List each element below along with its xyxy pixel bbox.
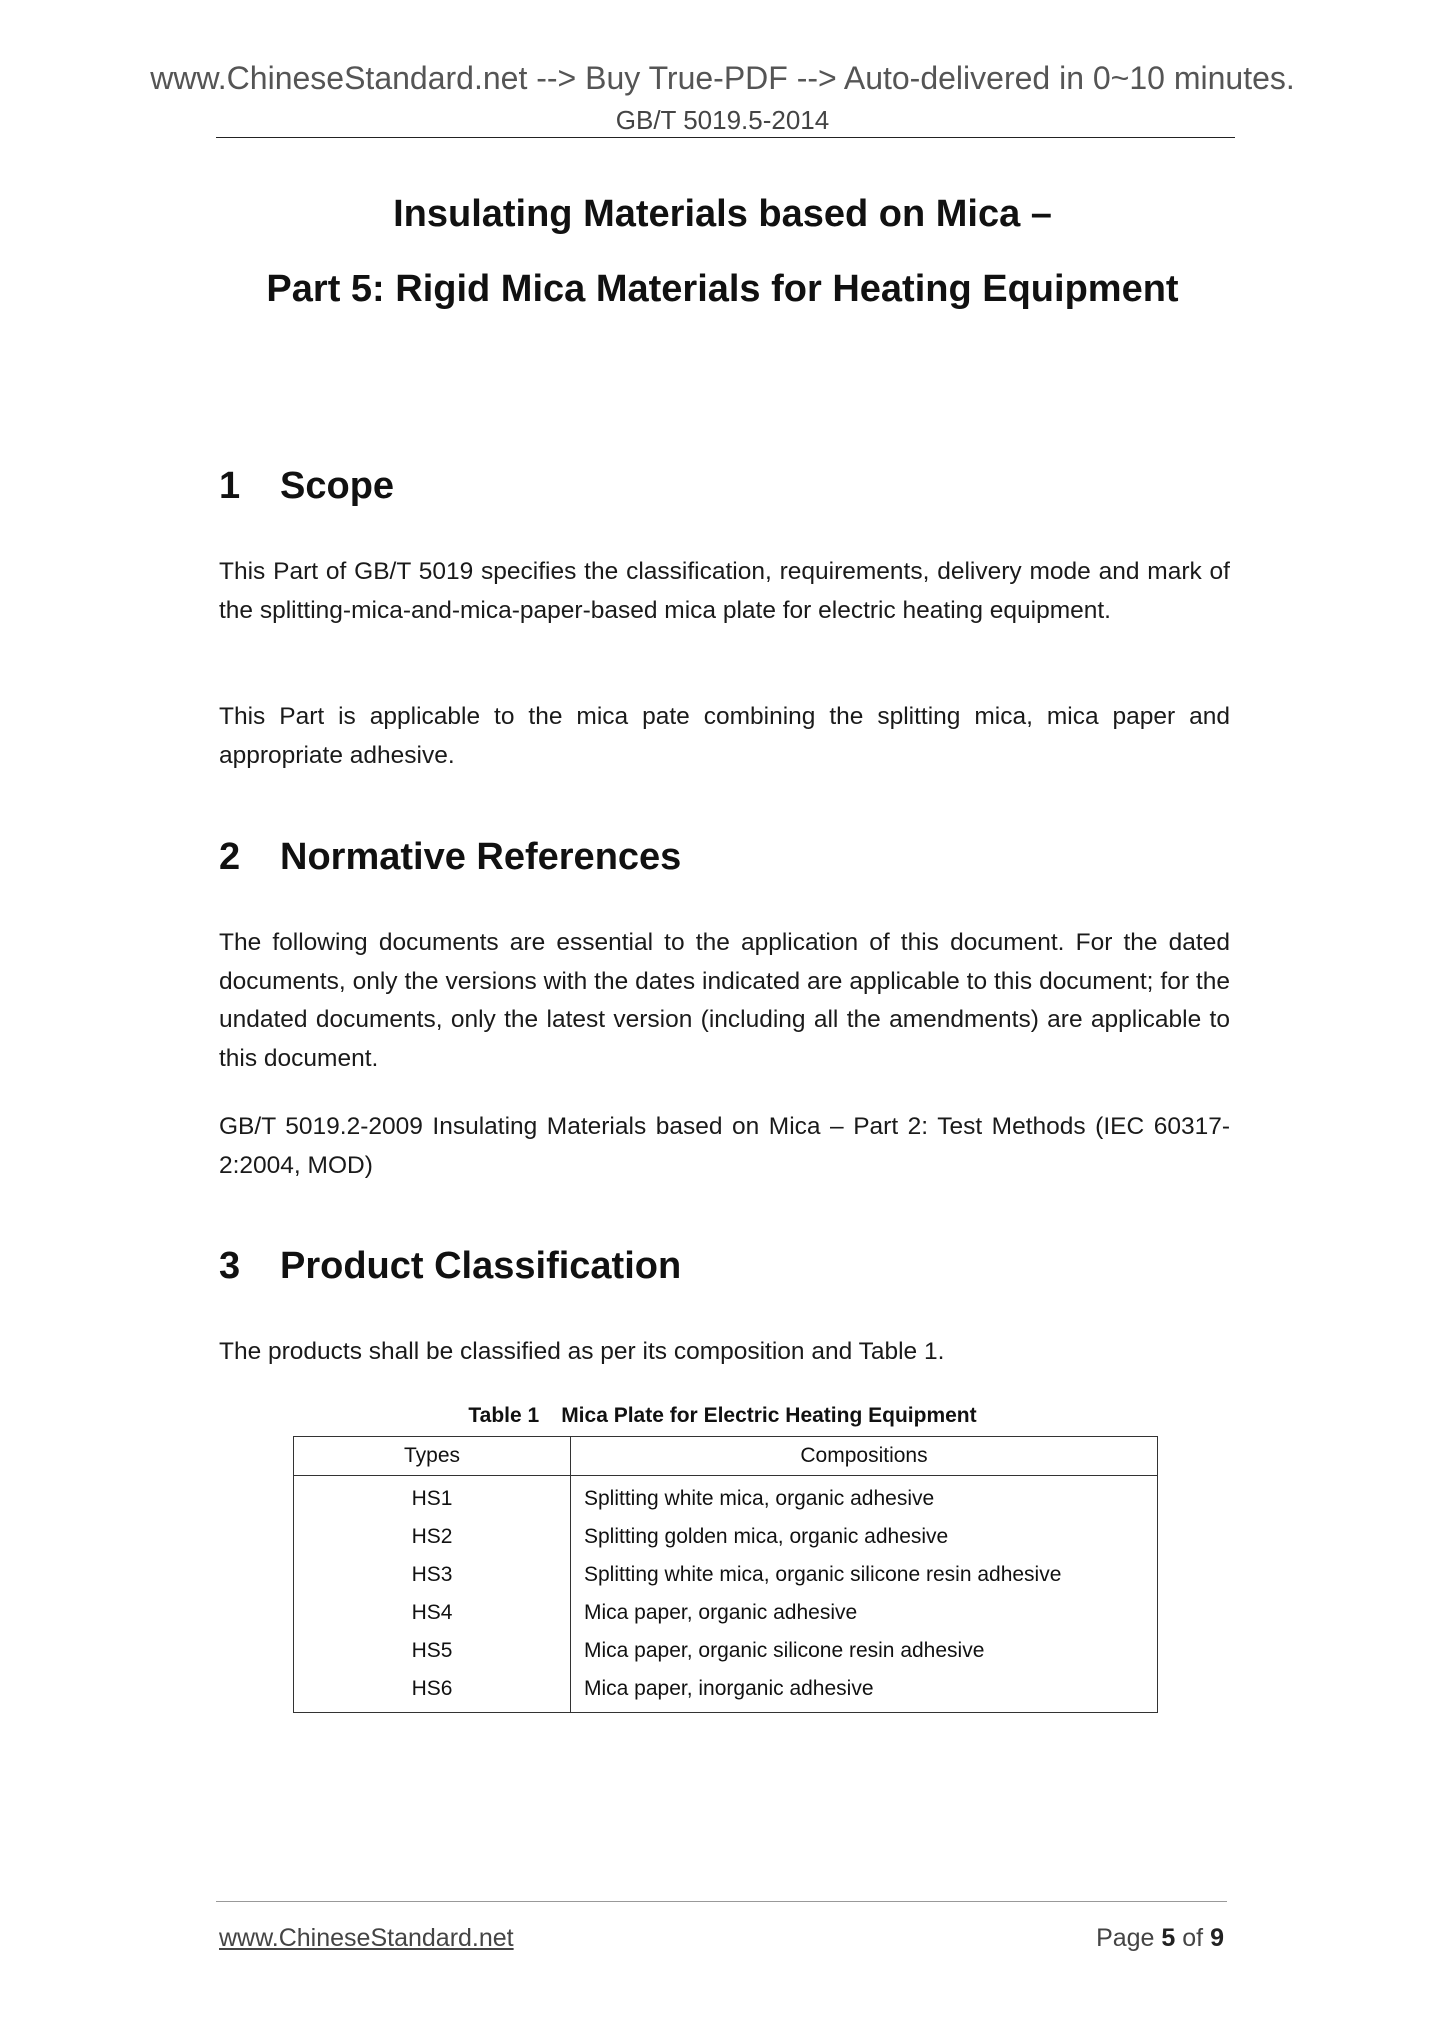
type-cell: HS1	[294, 1476, 571, 1519]
table-row	[294, 1476, 1158, 1519]
table-row	[294, 1594, 1158, 1632]
total-page-number: 9	[1210, 1924, 1224, 1952]
section-heading-scope	[219, 463, 394, 509]
table-caption	[0, 1402, 1445, 1430]
section-title: Scope	[280, 465, 395, 507]
standard-number: GB/T 5019.5-2014	[615, 105, 830, 135]
page-prefix: Page	[1096, 1924, 1155, 1952]
footer-site-link[interactable]: www.ChineseStandard.net	[219, 1924, 514, 1952]
table-row	[294, 1632, 1158, 1670]
section-number: 1	[219, 465, 241, 507]
paragraph-references-1: The following documents are essential to the application of this document. For the dated documents, only the versions with the dates indicated are applicable to this document; for the undated documents, only the latest version (including all the amendments) are applicable to this document.	[219, 929, 1230, 1072]
table-row	[294, 1518, 1158, 1556]
type-cell: HS6	[294, 1670, 571, 1713]
header-banner: www.ChineseStandard.net --> Buy True-PDF --> Auto-delivered in 0~10 minutes.	[150, 60, 1295, 96]
section-heading-normative-references	[219, 834, 681, 880]
section-number: 3	[219, 1245, 241, 1287]
section-heading-product-classification	[219, 1243, 681, 1289]
section-title: Normative References	[280, 836, 682, 878]
section-title: Product Classification	[280, 1245, 682, 1287]
column-header-types: Types	[294, 1437, 571, 1476]
composition-cell: Splitting golden mica, organic adhesive	[571, 1518, 1158, 1556]
type-cell: HS3	[294, 1556, 571, 1594]
header-divider	[216, 137, 1235, 138]
table-row	[294, 1670, 1158, 1713]
paragraph-classification-1: The products shall be classified as per its composition and Table 1.	[219, 1338, 945, 1365]
column-header-compositions: Compositions	[571, 1437, 1158, 1476]
document-title-line-1: Insulating Materials based on Mica –	[393, 193, 1052, 235]
document-title-line-2: Part 5: Rigid Mica Materials for Heating Equipment	[266, 268, 1179, 310]
composition-cell: Mica paper, organic adhesive	[571, 1594, 1158, 1632]
table-label: Table 1	[468, 1404, 540, 1427]
composition-cell: Splitting white mica, organic adhesive	[571, 1476, 1158, 1519]
table-caption-text: Mica Plate for Electric Heating Equipment	[561, 1404, 977, 1427]
paragraph-references-2: GB/T 5019.2-2009 Insulating Materials based on Mica – Part 2: Test Methods (IEC 60317-2:2004, MOD)	[219, 1113, 1230, 1179]
table-header-row	[294, 1437, 1158, 1476]
paragraph-scope-2: This Part is applicable to the mica pate combining the splitting mica, mica paper and appropriate adhesive.	[219, 703, 1230, 769]
type-cell: HS4	[294, 1594, 571, 1632]
type-cell: HS2	[294, 1518, 571, 1556]
footer-divider	[216, 1901, 1227, 1902]
composition-cell: Mica paper, organic silicone resin adhesive	[571, 1632, 1158, 1670]
mica-plate-table	[293, 1436, 1158, 1713]
composition-cell: Mica paper, inorganic adhesive	[571, 1670, 1158, 1713]
table-row	[294, 1556, 1158, 1594]
page-indicator	[1096, 1922, 1224, 1954]
section-number: 2	[219, 836, 241, 878]
composition-cell: Splitting white mica, organic silicone resin adhesive	[571, 1556, 1158, 1594]
paragraph-scope-1: This Part of GB/T 5019 specifies the classification, requirements, delivery mode and mark of the splitting-mica-and-mica-paper-based mica plate for electric heating equipment.	[219, 558, 1230, 624]
page-of: of	[1182, 1924, 1204, 1952]
current-page-number: 5	[1161, 1924, 1176, 1952]
type-cell: HS5	[294, 1632, 571, 1670]
